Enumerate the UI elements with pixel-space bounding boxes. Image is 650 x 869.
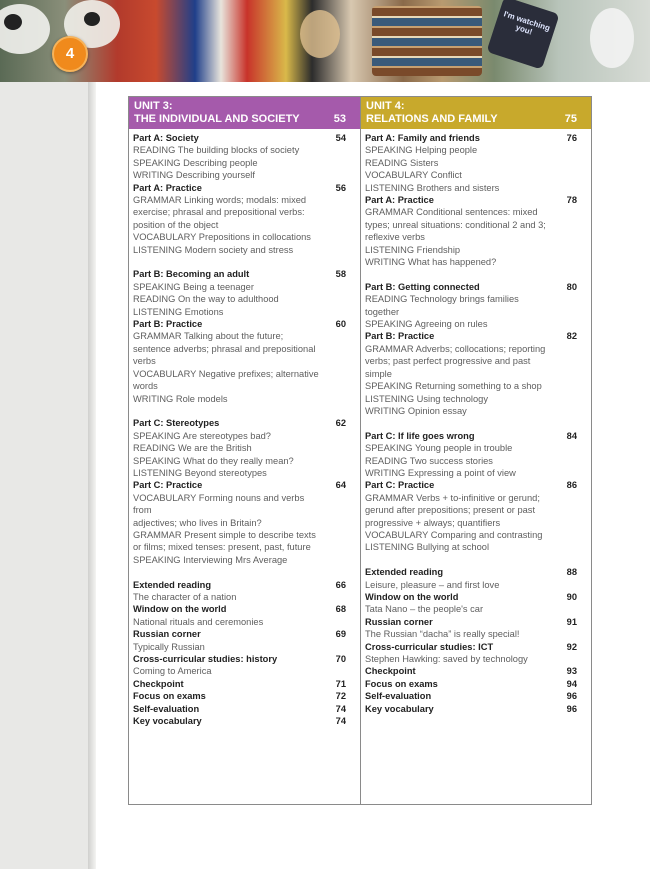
toc-entry-text: GRAMMAR Adverbs; collocations; reporting — [365, 343, 546, 354]
toc-line — [133, 616, 346, 628]
toc-entry-text: Key vocabulary — [133, 716, 202, 727]
toc-section-entry — [365, 703, 577, 715]
toc-line — [365, 579, 577, 591]
toc-section-entry — [365, 665, 577, 677]
toc-entry-text: Self-evaluation — [365, 691, 432, 702]
toc-entry-page: 70 — [335, 654, 346, 665]
toc-entry-text: Part A: Family and friends — [365, 133, 480, 143]
toc-line — [365, 541, 577, 553]
toc-section-entry — [133, 678, 346, 690]
toc-line — [365, 504, 577, 516]
toc-line — [133, 169, 346, 181]
toc-entry-page: 60 — [335, 319, 346, 330]
toc-entry-text: LISTENING Bullying at school — [365, 542, 490, 553]
toc-entry-text: Russian corner — [133, 629, 201, 640]
toc-entry-page: 74 — [335, 703, 346, 714]
toc-entry-page: 69 — [335, 629, 346, 640]
toc-entry-page: 82 — [566, 331, 577, 342]
toc-entry-text: SPEAKING Returning something to a shop — [365, 381, 542, 392]
toc-entry-text: Key vocabulary — [365, 703, 434, 714]
toc-entry-text: verbs; past perfect progressive and past — [365, 356, 531, 367]
toc-entry-text: National rituals and ceremonies — [133, 616, 264, 627]
toc-entry-text: READING Technology brings families together — [365, 294, 519, 317]
toc-section-entry — [365, 132, 577, 144]
toc-section-entry — [365, 641, 577, 653]
toc-entry-text: VOCABULARY Comparing and contrasting — [365, 529, 543, 540]
page-edge-shadow — [88, 82, 96, 869]
toc-line — [133, 244, 346, 256]
toc-entry-page: 66 — [335, 579, 346, 590]
toc-line — [133, 330, 346, 342]
toc-entry-text: words — [133, 381, 158, 392]
unit-3-title: THE INDIVIDUAL AND SOCIETY — [134, 113, 300, 125]
section-gap — [133, 405, 346, 417]
toc-section-entry — [365, 591, 577, 603]
toc-entry-text: Russian corner — [365, 616, 433, 627]
toc-section-entry — [133, 603, 346, 615]
toc-entry-text: LISTENING Using technology — [365, 393, 488, 404]
toc-line — [365, 442, 577, 454]
toc-entry-page: 64 — [335, 480, 346, 491]
toc-entry-page: 54 — [335, 133, 346, 143]
toc-entry-text: progressive + always; quantifiers — [365, 517, 501, 528]
toc-entry-text: WRITING Describing yourself — [133, 170, 255, 181]
toc-section-entry — [133, 703, 346, 715]
toc-entry-text: simple — [365, 368, 392, 379]
toc-entry-text: position of the object — [133, 219, 219, 230]
toc-line — [133, 442, 346, 454]
toc-entry-text: SPEAKING What do they really mean? — [133, 455, 294, 466]
toc-line — [133, 281, 346, 293]
toc-entry-page: 78 — [566, 195, 577, 206]
toc-entry-text: Part C: If life goes wrong — [365, 430, 475, 441]
toc-line — [365, 517, 577, 529]
toc-line — [365, 603, 577, 615]
toc-section-entry — [365, 330, 577, 342]
toc-entry-text: LISTENING Friendship — [365, 244, 461, 255]
toc-line — [133, 591, 346, 603]
section-gap — [365, 268, 577, 280]
toc-entry-text: types; unreal situations: conditional 2 and 3; — [365, 219, 546, 230]
toc-section-entry — [133, 579, 346, 591]
toc-line — [365, 206, 577, 218]
toc-entry-page: 71 — [335, 678, 346, 689]
toc-line — [133, 430, 346, 442]
toc-entry-text: sentence adverbs; phrasal and prepositional — [133, 343, 316, 354]
toc-entry-text: SPEAKING Describing people — [133, 157, 258, 168]
toc-section-entry — [365, 678, 577, 690]
toc-line — [133, 393, 346, 405]
toc-entry-text: Window on the world — [133, 604, 227, 615]
section-gap — [133, 566, 346, 578]
table-of-contents — [128, 96, 592, 805]
toc-entry-text: SPEAKING Interviewing Mrs Average — [133, 554, 288, 565]
toc-entry-text: GRAMMAR Present simple to describe texts — [133, 529, 316, 540]
unit-3-label: UNIT 3: — [134, 100, 173, 112]
toc-entry-page: 84 — [566, 430, 577, 441]
toc-entry-page: 92 — [566, 641, 577, 652]
toc-entry-text: SPEAKING Helping people — [365, 145, 478, 156]
toc-entry-text: Part C: Practice — [133, 480, 203, 491]
toc-entry-text: SPEAKING Are stereotypes bad? — [133, 430, 271, 441]
toc-line — [365, 380, 577, 392]
toc-section-entry — [133, 690, 346, 702]
toc-line — [365, 219, 577, 231]
toc-line — [133, 231, 346, 243]
toc-entry-text: verbs — [133, 356, 156, 367]
toc-entry-page: 76 — [566, 133, 577, 143]
toc-entry-page: 80 — [566, 281, 577, 292]
toc-entry-text: Coming to America — [133, 666, 212, 677]
toc-line — [133, 368, 346, 380]
toc-entry-text: exercise; phrasal and prepositional verbs: — [133, 207, 305, 218]
toc-entry-text: Self-evaluation — [133, 703, 200, 714]
toc-entry-text: SPEAKING Agreeing on rules — [365, 319, 488, 330]
toc-section-entry — [133, 132, 346, 144]
toc-line — [133, 541, 346, 553]
section-gap — [365, 417, 577, 429]
toc-entry-text: LISTENING Emotions — [133, 306, 224, 317]
unit-4-contents — [361, 129, 591, 715]
toc-line — [133, 529, 346, 541]
toc-line — [365, 355, 577, 367]
toc-line — [365, 492, 577, 504]
toc-entry-text: LISTENING Beyond stereotypes — [133, 467, 267, 478]
toc-line — [133, 355, 346, 367]
toc-section-entry — [133, 479, 346, 491]
toc-line — [133, 455, 346, 467]
toc-line — [133, 219, 346, 231]
toc-entry-text: GRAMMAR Conditional sentences: mixed — [365, 207, 538, 218]
toc-section-entry — [365, 616, 577, 628]
toc-entry-text: Part B: Practice — [133, 319, 203, 330]
unit-3-column — [129, 97, 361, 804]
toc-line — [365, 318, 577, 330]
toc-entry-text: reflexive verbs — [365, 232, 425, 243]
toc-entry-text: Part C: Stereotypes — [133, 418, 220, 429]
toc-line — [133, 467, 346, 479]
toc-entry-text: The Russian “dacha” is really special! — [365, 629, 520, 640]
toc-line — [133, 144, 346, 156]
toc-section-entry — [365, 194, 577, 206]
toc-section-entry — [133, 628, 346, 640]
toc-entry-text: Cross-curricular studies: ICT — [365, 641, 494, 652]
toc-section-entry — [365, 566, 577, 578]
toc-line — [365, 293, 577, 318]
toc-entry-text: adjectives; who lives in Britain? — [133, 517, 262, 528]
section-gap — [133, 256, 346, 268]
unit-3-contents — [129, 129, 360, 727]
toc-entry-text: gerund after prepositions; present or past — [365, 505, 536, 516]
toc-entry-text: Extended reading — [365, 567, 444, 578]
toc-entry-text: Cross-curricular studies: history — [133, 654, 278, 665]
toc-line — [365, 455, 577, 467]
toc-line — [365, 467, 577, 479]
toc-line — [133, 206, 346, 218]
toc-entry-text: VOCABULARY Forming nouns and verbs from — [133, 492, 305, 516]
toc-entry-text: Tata Nano – the people's car — [365, 604, 484, 615]
toc-line — [365, 256, 577, 268]
unit-4-label: UNIT 4: — [366, 100, 405, 112]
toc-line — [365, 529, 577, 541]
toc-section-entry — [133, 182, 346, 194]
toc-line — [365, 653, 577, 665]
toc-entry-page: 94 — [566, 678, 577, 689]
toc-entry-text: Focus on exams — [365, 678, 438, 689]
phone-text: I'm watching you! — [502, 9, 552, 37]
page-number-badge: 4 — [52, 36, 88, 72]
toc-entry-page: 72 — [335, 691, 346, 702]
toc-entry-text: Part B: Becoming an adult — [133, 269, 250, 280]
toc-line — [365, 343, 577, 355]
toc-line — [133, 380, 346, 392]
unit-4-column — [361, 97, 591, 804]
toc-section-entry — [133, 268, 346, 280]
unit-4-title: RELATIONS AND FAMILY — [366, 113, 498, 125]
toc-entry-page: 90 — [566, 591, 577, 602]
toc-entry-text: VOCABULARY Conflict — [365, 170, 462, 181]
toc-entry-text: READING On the way to adulthood — [133, 294, 279, 305]
toc-entry-text: Part C: Practice — [365, 480, 435, 491]
toc-line — [133, 293, 346, 305]
toc-entry-text: Part A: Practice — [365, 195, 434, 206]
toc-entry-text: GRAMMAR Linking words; modals: mixed — [133, 195, 307, 206]
toc-entry-text: or films; mixed tenses: present, past, future — [133, 542, 311, 553]
toc-entry-page: 91 — [566, 616, 577, 627]
toc-line — [365, 628, 577, 640]
toc-section-entry — [133, 715, 346, 727]
toc-entry-text: WRITING Expressing a point of view — [365, 467, 516, 478]
toc-line — [365, 405, 577, 417]
toc-line — [133, 194, 346, 206]
toc-entry-page: 96 — [566, 703, 577, 714]
toc-entry-text: Typically Russian — [133, 641, 205, 652]
toc-entry-page: 93 — [566, 666, 577, 677]
toc-entry-text: VOCABULARY Prepositions in collocations — [133, 232, 311, 243]
unit-4-page: 75 — [564, 113, 577, 125]
toc-section-entry — [133, 653, 346, 665]
toc-line — [365, 231, 577, 243]
toc-section-entry — [133, 417, 346, 429]
toc-entry-text: LISTENING Brothers and sisters — [365, 182, 500, 193]
toc-line — [133, 641, 346, 653]
unit-4-header — [361, 97, 591, 129]
toc-line — [133, 665, 346, 677]
toc-section-entry — [133, 318, 346, 330]
toc-section-entry — [365, 430, 577, 442]
toc-entry-text: Extended reading — [133, 579, 212, 590]
toc-entry-text: READING Sisters — [365, 157, 439, 168]
toc-line — [365, 244, 577, 256]
toc-entry-text: Checkpoint — [365, 666, 416, 677]
toc-line — [365, 169, 577, 181]
toc-entry-text: SPEAKING Young people in trouble — [365, 443, 513, 454]
toc-entry-text: Part B: Getting connected — [365, 281, 480, 292]
toc-line — [133, 343, 346, 355]
toc-line — [365, 144, 577, 156]
toc-entry-text: VOCABULARY Negative prefixes; alternative — [133, 368, 319, 379]
toc-entry-text: GRAMMAR Verbs + to-infinitive or gerund; — [365, 492, 540, 503]
toc-section-entry — [365, 479, 577, 491]
toc-line — [365, 368, 577, 380]
toc-line — [133, 517, 346, 529]
toc-entry-page: 58 — [335, 269, 346, 280]
unit-3-header — [129, 97, 360, 129]
toc-entry-text: READING We are the British — [133, 443, 252, 454]
toc-entry-text: Leisure, pleasure – and first love — [365, 579, 500, 590]
toc-line — [365, 182, 577, 194]
toc-entry-text: The character of a nation — [133, 591, 237, 602]
toc-entry-text: Part A: Society — [133, 133, 199, 143]
toc-entry-page: 96 — [566, 691, 577, 702]
toc-line — [133, 492, 346, 517]
toc-entry-text: Stephen Hawking: saved by technology — [365, 654, 528, 665]
toc-section-entry — [365, 690, 577, 702]
toc-entry-page: 86 — [566, 480, 577, 491]
toc-entry-text: Part B: Practice — [365, 331, 435, 342]
toc-entry-text: READING Two success stories — [365, 455, 493, 466]
toc-entry-page: 56 — [335, 182, 346, 193]
toc-entry-text: WRITING Opinion essay — [365, 405, 467, 416]
toc-entry-page: 88 — [566, 567, 577, 578]
toc-entry-text: Part A: Practice — [133, 182, 202, 193]
toc-entry-text: GRAMMAR Talking about the future; — [133, 331, 284, 342]
toc-line — [365, 157, 577, 169]
toc-entry-text: SPEAKING Being a teenager — [133, 281, 254, 292]
toc-entry-text: WRITING Role models — [133, 393, 228, 404]
section-gap — [365, 554, 577, 566]
toc-entry-page: 74 — [335, 716, 346, 727]
toc-entry-text: READING The building blocks of society — [133, 145, 300, 156]
toc-section-entry — [365, 281, 577, 293]
toc-line — [133, 554, 346, 566]
toc-entry-text: Checkpoint — [133, 678, 184, 689]
toc-entry-text: Focus on exams — [133, 691, 206, 702]
toc-entry-text: LISTENING Modern society and stress — [133, 244, 294, 255]
toc-entry-text: Window on the world — [365, 591, 459, 602]
toc-entry-page: 68 — [335, 604, 346, 615]
unit-3-page: 53 — [333, 113, 346, 125]
toc-entry-text: WRITING What has happened? — [365, 257, 497, 268]
toc-line — [365, 393, 577, 405]
toc-line — [133, 306, 346, 318]
toc-entry-page: 62 — [335, 418, 346, 429]
toc-line — [133, 157, 346, 169]
